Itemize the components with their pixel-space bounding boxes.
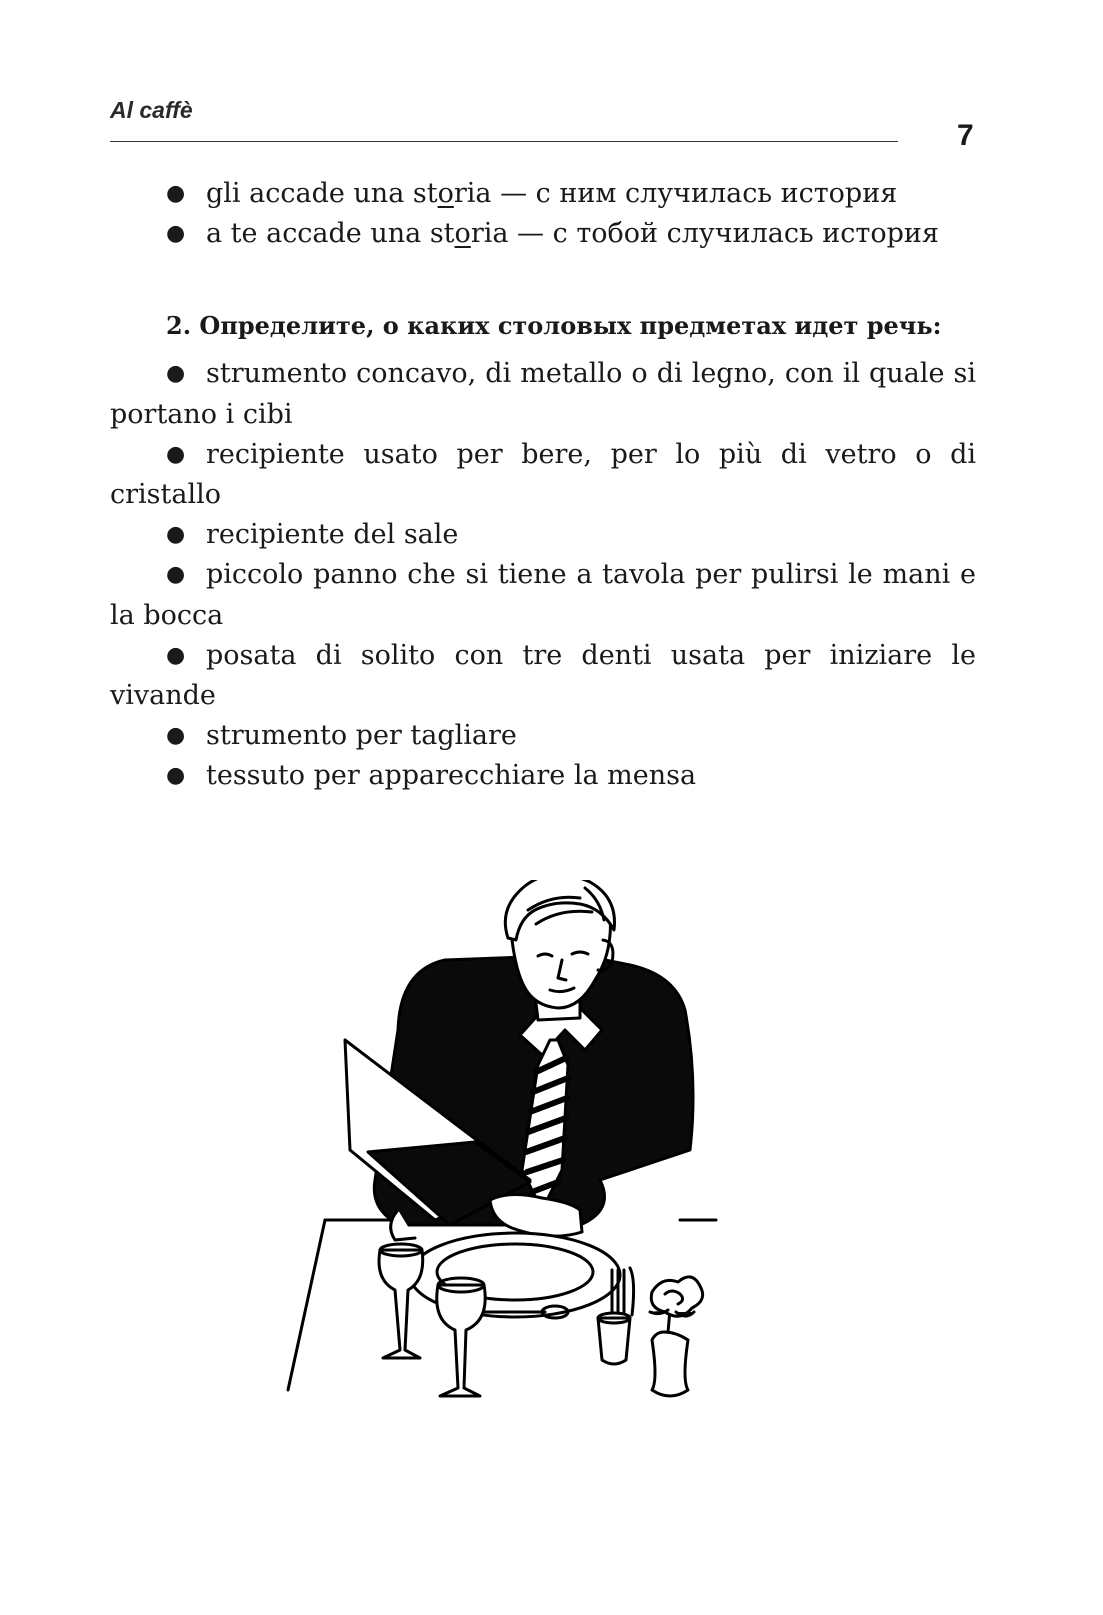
man-reading-menu-icon [280, 880, 750, 1440]
list-item: ● strumento concavo, di metallo o di legno, con il quale si portano i cibi [110, 354, 976, 434]
page-number: 7 [957, 119, 974, 152]
running-head: Al caffè [110, 97, 193, 123]
bullet-icon: ● [166, 522, 186, 548]
stress-mark: o [437, 178, 454, 209]
list-item: ● recipiente usato per bere, per lo più di vetro o di cristallo [110, 435, 976, 515]
list-item: ● gli accade una storia — с ним случилась история [110, 174, 976, 214]
exercise-heading: 2. Определите, о каких столовых предметах идет речь: [166, 311, 942, 341]
bullet-icon: ● [166, 221, 186, 247]
bullet-icon: ● [166, 763, 186, 789]
list-item: ● a te accade una storia — с тобой случилась история [110, 214, 976, 254]
list-item: ● recipiente del sale [110, 515, 976, 555]
list-item: ● strumento per tagliare [110, 716, 976, 756]
bullet-icon: ● [166, 562, 186, 588]
header-rule [110, 141, 898, 142]
bullet-icon: ● [166, 441, 186, 467]
bullet-icon: ● [166, 361, 186, 387]
stress-mark: o [454, 218, 471, 250]
bullet-icon: ● [166, 642, 186, 668]
body-text [110, 174, 976, 797]
list-item: ● posata di solito con tre denti usata per iniziare le vivande [110, 636, 976, 716]
bullet-icon: ● [166, 181, 186, 206]
bullet-icon: ● [166, 723, 186, 749]
list-item: ● piccolo panno che si tiene a tavola per pulirsi le mani e la bocca [110, 555, 976, 635]
list-item: ● tessuto per apparecchiare la mensa [110, 756, 976, 796]
